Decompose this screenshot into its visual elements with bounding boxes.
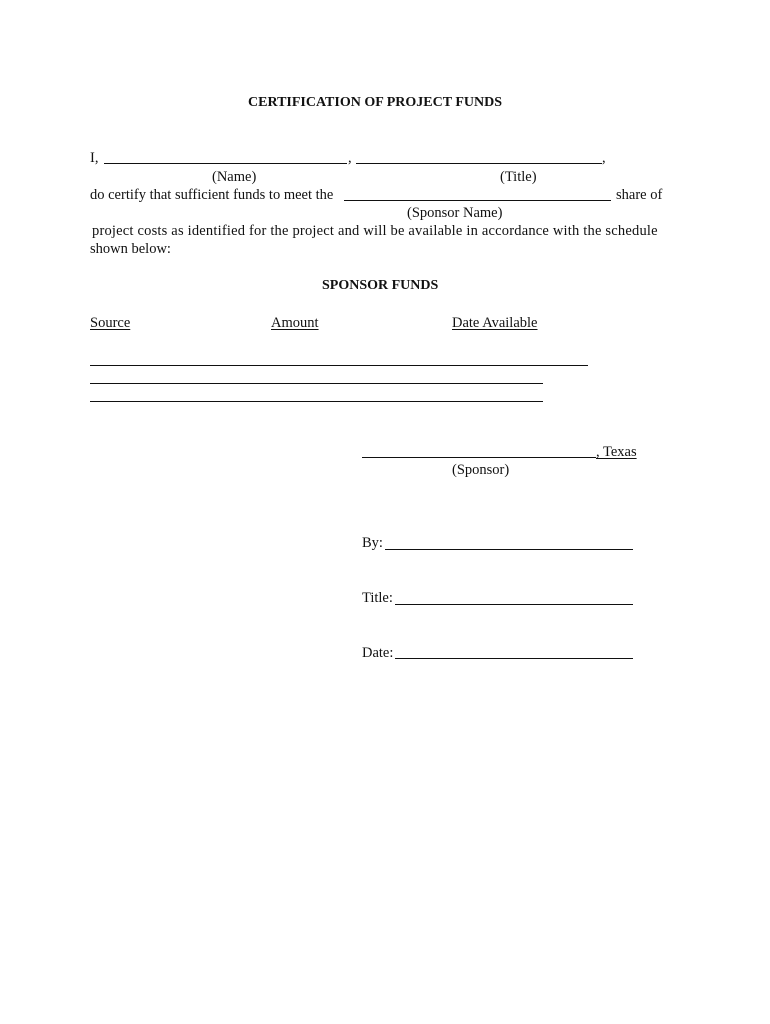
column-date-available: Date Available (452, 315, 538, 331)
texas-text: , Texas (596, 444, 637, 460)
name-line-prefix: I, (90, 150, 99, 166)
date-label: Date: (362, 645, 394, 661)
title-field-blank[interactable] (395, 604, 633, 605)
project-costs-text: project costs as identified for the project and will be available in accordance with the schedule (92, 223, 658, 239)
certify-text: do certify that sufficient funds to meet the (90, 187, 334, 203)
sponsor-name-blank[interactable] (344, 200, 611, 201)
date-blank[interactable] (395, 658, 633, 659)
sponsor-funds-heading: SPONSOR FUNDS (322, 278, 439, 293)
document-title: CERTIFICATION OF PROJECT FUNDS (248, 95, 502, 110)
by-blank[interactable] (385, 549, 633, 550)
title-field-label: Title: (362, 590, 393, 606)
column-source: Source (90, 315, 131, 331)
fund-row-1[interactable] (90, 365, 588, 366)
name-comma: , (348, 150, 352, 166)
column-amount: Amount (271, 315, 319, 331)
sponsor-blank[interactable] (362, 457, 596, 458)
fund-row-3[interactable] (90, 401, 543, 402)
sponsor-name-label: (Sponsor Name) (407, 205, 503, 221)
shown-below-text: shown below: (90, 241, 171, 257)
name-blank[interactable] (104, 163, 347, 164)
fund-row-2[interactable] (90, 383, 543, 384)
title-comma: , (602, 150, 606, 166)
share-of-text: share of (616, 187, 663, 203)
name-label: (Name) (212, 169, 257, 185)
title-label: (Title) (500, 169, 537, 185)
title-blank[interactable] (356, 163, 602, 164)
by-label: By: (362, 535, 383, 551)
sponsor-label: (Sponsor) (452, 462, 510, 478)
